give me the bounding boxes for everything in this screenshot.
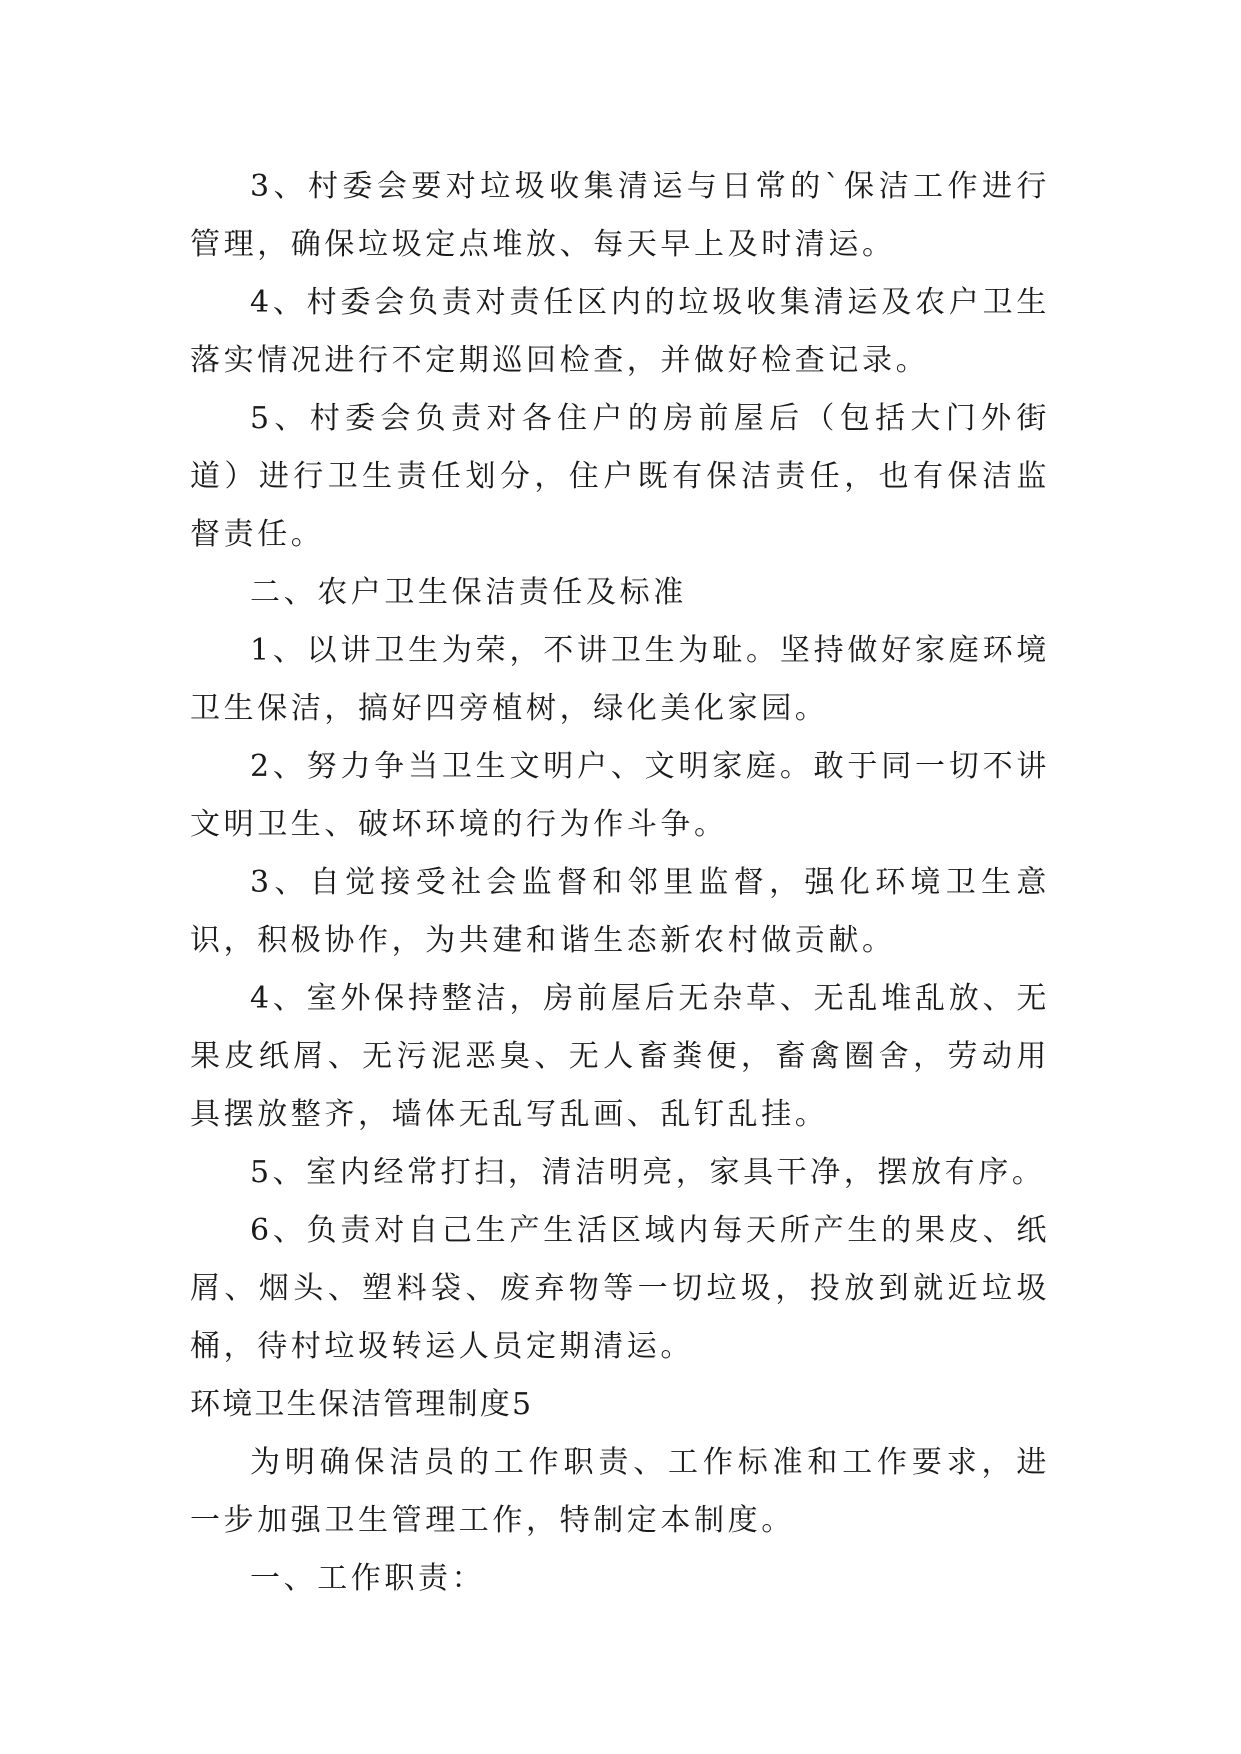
paragraph: 5、室内经常打扫，清洁明亮，家具干净，摆放有序。	[250, 1155, 1046, 1190]
paragraph: 5、村委会负责对各住户的房前屋后（包括大门外街道）进行卫生责任划分，住户既有保洁责任，也有保洁监督责任。	[190, 401, 1050, 552]
paragraph: 3、村委会要对垃圾收集清运与日常的`保洁工作进行管理，确保垃圾定点堆放、每天早上及时清运。	[190, 169, 1050, 262]
paragraph: 4、村委会负责对责任区内的垃圾收集清运及农户卫生落实情况进行不定期巡回检查，并做好检查记录。	[190, 285, 1050, 378]
document-body	[190, 158, 1050, 1608]
paragraph: 3、自觉接受社会监督和邻里监督，强化环境卫生意识，积极协作，为共建和谐生态新农村做贡献。	[190, 865, 1050, 958]
section-heading: 二、农户卫生保洁责任及标准	[250, 575, 687, 610]
paragraph: 4、室外保持整洁，房前屋后无杂草、无乱堆乱放、无果皮纸屑、无污泥恶臭、无人畜粪便，畜禽圈舍，劳动用具摆放整齐，墙体无乱写乱画、乱钉乱挂。	[190, 981, 1050, 1132]
paragraph: 2、努力争当卫生文明户、文明家庭。敢于同一切不讲文明卫生、破坏环境的行为作斗争。	[190, 749, 1050, 842]
paragraph: 为明确保洁员的工作职责、工作标准和工作要求，进一步加强卫生管理工作，特制定本制度。	[190, 1445, 1050, 1538]
paragraph: 6、负责对自己生产生活区域内每天所产生的果皮、纸屑、烟头、塑料袋、废弃物等一切垃圾，投放到就近垃圾桶，待村垃圾转运人员定期清运。	[190, 1213, 1050, 1364]
paragraph: 1、以讲卫生为荣，不讲卫生为耻。坚持做好家庭环境卫生保洁，搞好四旁植树，绿化美化家园。	[190, 633, 1050, 726]
section-heading: 一、工作职责：	[250, 1561, 486, 1596]
document-title: 环境卫生保洁管理制度5	[190, 1387, 534, 1422]
